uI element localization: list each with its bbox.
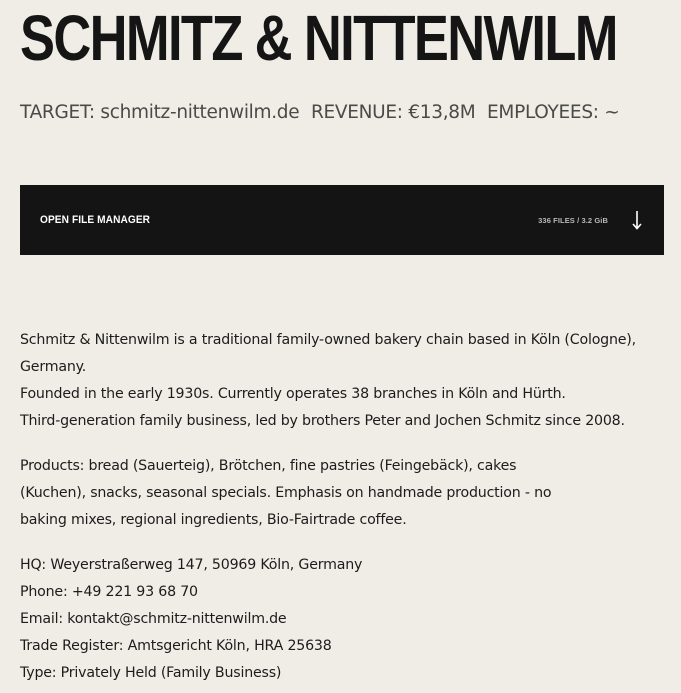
revenue: REVENUE: €13,8M xyxy=(310,102,476,123)
hq-address: HQ: Weyerstraßerweg 147, 50969 Köln, Germany xyxy=(20,557,363,573)
company-meta xyxy=(20,100,625,126)
overview-line-3: Third-generation family business, led by brothers Peter and Jochen Schmitz since 2008. xyxy=(20,413,625,429)
company-title: SCHMITZ & NITTENWILM xyxy=(20,2,617,74)
phone: Phone: +49 221 93 68 70 xyxy=(20,584,198,600)
file-count-size: 336 FILES / 3.2 GiB xyxy=(538,215,608,225)
company-description xyxy=(20,327,640,693)
products-paragraph xyxy=(20,453,640,534)
open-file-manager-button[interactable] xyxy=(20,185,664,255)
trade-register: Trade Register: Amtsgericht Köln, HRA 25638 xyxy=(20,638,332,654)
target-domain: TARGET: schmitz-nittenwilm.de xyxy=(20,102,300,123)
company-type: Type: Privately Held (Family Business) xyxy=(20,665,282,681)
arrow-down-icon xyxy=(630,209,644,231)
employees: EMPLOYEES: ~ xyxy=(487,102,620,123)
overview-paragraph xyxy=(20,327,640,435)
file-manager-label: OPEN FILE MANAGER xyxy=(40,214,151,226)
products-text: Products: bread (Sauerteig), Brötchen, fine pastries (Feingebäck), cakes (Kuchen), snacks, seasonal specials. Emphasis on handmade production - no baking mixes, regional ingredients, Bio-Fairtrade coffee. xyxy=(20,458,552,528)
overview-line-2: Founded in the early 1930s. Currently operates 38 branches in Köln and Hürth. xyxy=(20,386,566,402)
email: Email: kontakt@schmitz-nittenwilm.de xyxy=(20,611,287,627)
overview-line-1: Schmitz & Nittenwilm is a traditional family-owned bakery chain based in Köln (Cologne), Germany. xyxy=(20,332,636,375)
contact-paragraph xyxy=(20,552,640,687)
